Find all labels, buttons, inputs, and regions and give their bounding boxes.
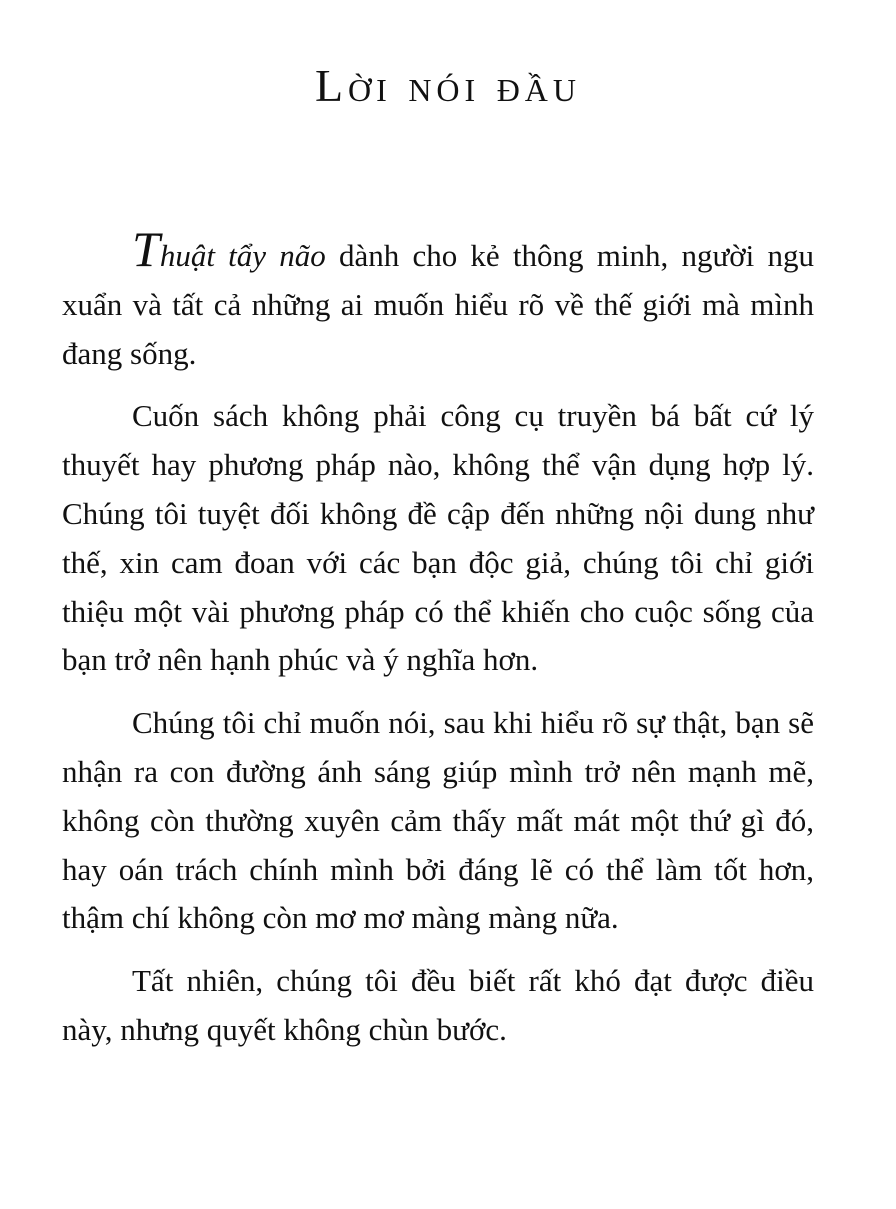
paragraph-4: Tất nhiên, chúng tôi đều biết rất khó đạt được điều này, nhưng quyết không chùn bước. (62, 963, 814, 1047)
page-title: Lời nói đầu (314, 60, 582, 111)
drop-cap: T (132, 221, 160, 277)
book-title-italic: huật tẩy não (159, 238, 326, 273)
paragraph-2: Cuốn sách không phải công cụ truyền bá bất cứ lý thuyết hay phương pháp nào, không thể vận dụng hợp lý. Chúng tôi tuyệt đối không đề cập đến những nội dung như thế, xin cam đoan với các bạn độc giả, chúng tôi chỉ giới thiệu một vài phương pháp có thể khiến cho cuộc sống của bạn trở nên hạnh phúc và ý nghĩa hơn. (62, 398, 814, 678)
paragraph-3: Chúng tôi chỉ muốn nói, sau khi hiểu rõ sự thật, bạn sẽ nhận ra con đường ánh sáng giúp mình trở nên mạnh mẽ, không còn thường xuyên cảm thấy mất mát một thứ gì đó, hay oán trách chính mình bởi đáng lẽ có thể làm tốt hơn, thậm chí không còn mơ mơ màng màng nữa. (62, 705, 814, 936)
paragraph-1 (62, 221, 814, 378)
preface-body (62, 221, 814, 1055)
paragraph-1-text: dành cho kẻ thông minh, người ngu xuẩn và tất cả những ai muốn hiểu rõ về thế giới mà mình đang sống. (62, 238, 814, 371)
